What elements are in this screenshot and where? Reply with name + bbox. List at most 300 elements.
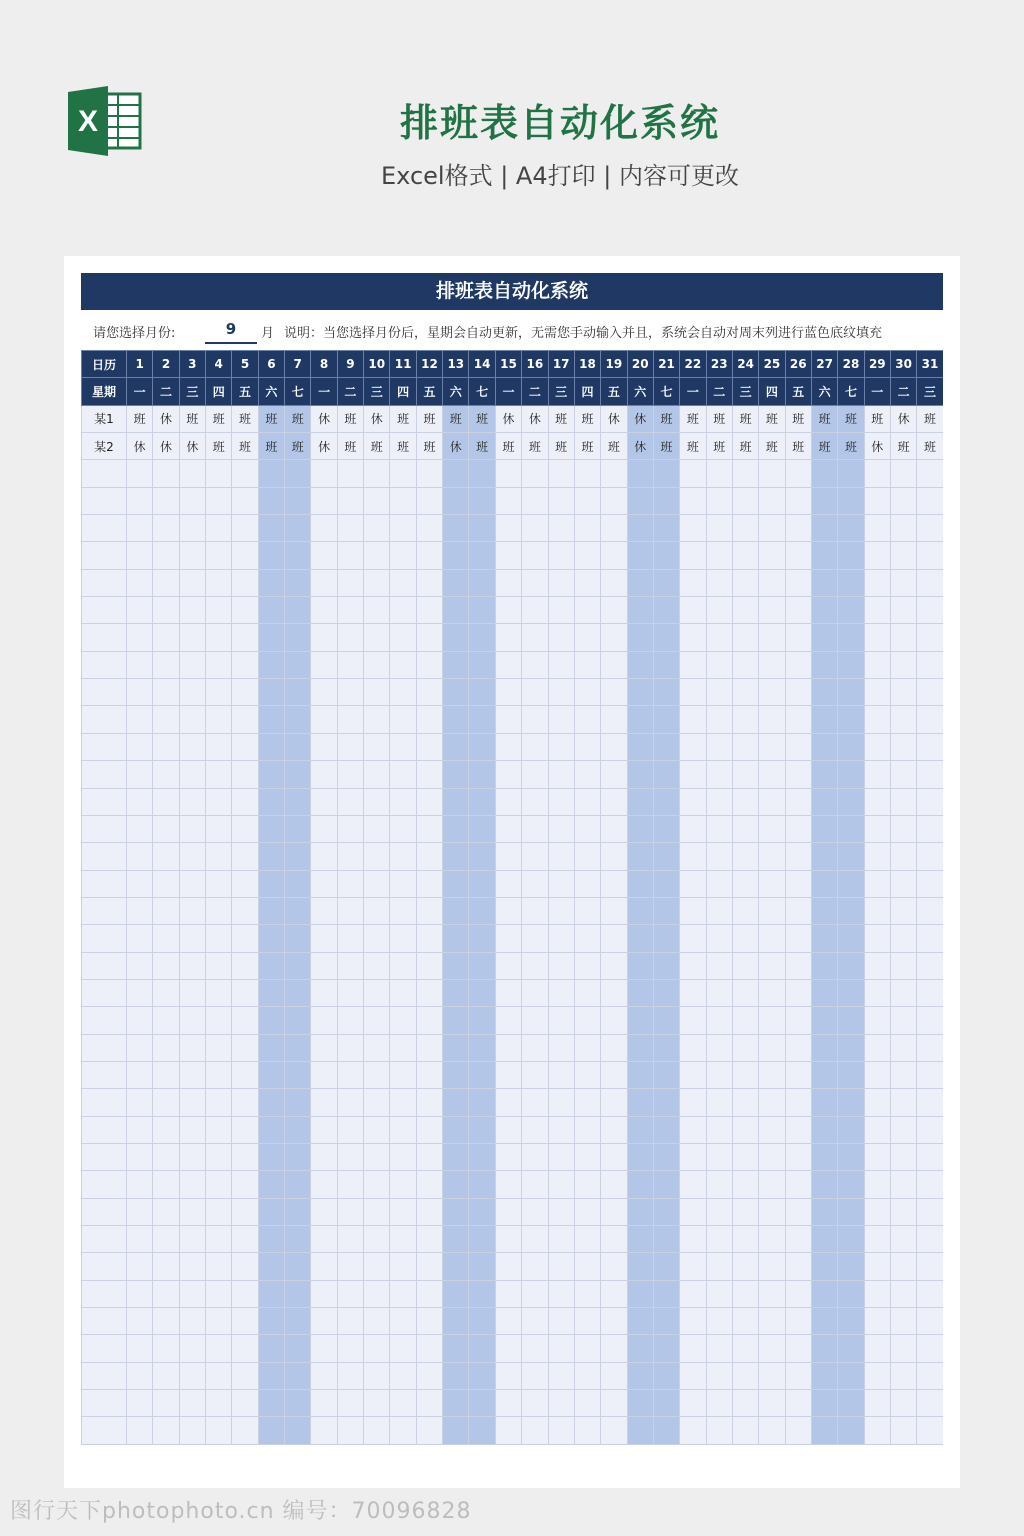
empty-shift-cell[interactable]	[390, 1089, 416, 1116]
empty-shift-cell[interactable]	[469, 487, 495, 514]
empty-name-cell[interactable]	[82, 706, 127, 733]
empty-shift-cell[interactable]	[811, 1362, 837, 1389]
empty-shift-cell[interactable]	[838, 1198, 864, 1225]
empty-shift-cell[interactable]	[443, 487, 469, 514]
empty-shift-cell[interactable]	[206, 1007, 232, 1034]
empty-shift-cell[interactable]	[232, 624, 258, 651]
empty-shift-cell[interactable]	[706, 515, 732, 542]
empty-shift-cell[interactable]	[574, 952, 600, 979]
empty-shift-cell[interactable]	[706, 1308, 732, 1335]
empty-shift-cell[interactable]	[890, 952, 916, 979]
empty-shift-cell[interactable]	[522, 624, 548, 651]
empty-shift-cell[interactable]	[785, 1226, 811, 1253]
empty-shift-cell[interactable]	[732, 1362, 758, 1389]
empty-shift-cell[interactable]	[759, 925, 785, 952]
empty-shift-cell[interactable]	[443, 1089, 469, 1116]
empty-shift-cell[interactable]	[838, 952, 864, 979]
empty-shift-cell[interactable]	[785, 1253, 811, 1280]
empty-shift-cell[interactable]	[574, 1335, 600, 1362]
empty-shift-cell[interactable]	[601, 897, 627, 924]
empty-shift-cell[interactable]	[179, 897, 205, 924]
empty-shift-cell[interactable]	[390, 1116, 416, 1143]
empty-shift-cell[interactable]	[548, 706, 574, 733]
empty-shift-cell[interactable]	[706, 706, 732, 733]
empty-shift-cell[interactable]	[311, 952, 337, 979]
empty-shift-cell[interactable]	[206, 597, 232, 624]
empty-shift-cell[interactable]	[680, 897, 706, 924]
empty-shift-cell[interactable]	[864, 1198, 890, 1225]
empty-shift-cell[interactable]	[627, 1390, 653, 1417]
empty-shift-cell[interactable]	[732, 1089, 758, 1116]
empty-shift-cell[interactable]	[311, 542, 337, 569]
shift-cell[interactable]: 班	[337, 405, 363, 432]
empty-shift-cell[interactable]	[706, 979, 732, 1006]
empty-shift-cell[interactable]	[364, 925, 390, 952]
empty-shift-cell[interactable]	[653, 1198, 679, 1225]
empty-shift-cell[interactable]	[759, 733, 785, 760]
empty-shift-cell[interactable]	[601, 515, 627, 542]
empty-shift-cell[interactable]	[127, 1116, 153, 1143]
empty-shift-cell[interactable]	[838, 515, 864, 542]
empty-shift-cell[interactable]	[574, 925, 600, 952]
empty-shift-cell[interactable]	[548, 1198, 574, 1225]
empty-shift-cell[interactable]	[364, 761, 390, 788]
empty-shift-cell[interactable]	[206, 679, 232, 706]
empty-shift-cell[interactable]	[890, 679, 916, 706]
empty-shift-cell[interactable]	[785, 1308, 811, 1335]
empty-shift-cell[interactable]	[548, 651, 574, 678]
empty-shift-cell[interactable]	[890, 624, 916, 651]
empty-name-cell[interactable]	[82, 1390, 127, 1417]
empty-shift-cell[interactable]	[785, 815, 811, 842]
empty-shift-cell[interactable]	[811, 1034, 837, 1061]
empty-shift-cell[interactable]	[258, 897, 284, 924]
empty-shift-cell[interactable]	[890, 487, 916, 514]
empty-shift-cell[interactable]	[179, 1116, 205, 1143]
empty-shift-cell[interactable]	[917, 515, 943, 542]
empty-shift-cell[interactable]	[890, 1335, 916, 1362]
empty-shift-cell[interactable]	[548, 542, 574, 569]
empty-shift-cell[interactable]	[680, 1198, 706, 1225]
empty-shift-cell[interactable]	[258, 870, 284, 897]
empty-shift-cell[interactable]	[759, 1171, 785, 1198]
empty-shift-cell[interactable]	[601, 979, 627, 1006]
empty-shift-cell[interactable]	[548, 979, 574, 1006]
empty-shift-cell[interactable]	[258, 515, 284, 542]
empty-shift-cell[interactable]	[680, 1308, 706, 1335]
empty-shift-cell[interactable]	[285, 733, 311, 760]
empty-shift-cell[interactable]	[785, 1116, 811, 1143]
empty-shift-cell[interactable]	[153, 761, 179, 788]
empty-shift-cell[interactable]	[179, 1253, 205, 1280]
empty-shift-cell[interactable]	[206, 1226, 232, 1253]
empty-shift-cell[interactable]	[680, 1089, 706, 1116]
empty-shift-cell[interactable]	[601, 1308, 627, 1335]
empty-shift-cell[interactable]	[522, 1171, 548, 1198]
empty-shift-cell[interactable]	[732, 1007, 758, 1034]
shift-cell[interactable]: 休	[311, 405, 337, 432]
empty-shift-cell[interactable]	[706, 897, 732, 924]
empty-shift-cell[interactable]	[416, 1198, 442, 1225]
empty-shift-cell[interactable]	[232, 1390, 258, 1417]
shift-cell[interactable]: 休	[153, 433, 179, 460]
empty-shift-cell[interactable]	[311, 706, 337, 733]
empty-shift-cell[interactable]	[206, 1198, 232, 1225]
empty-shift-cell[interactable]	[258, 1226, 284, 1253]
empty-shift-cell[interactable]	[838, 1226, 864, 1253]
empty-shift-cell[interactable]	[285, 1253, 311, 1280]
empty-shift-cell[interactable]	[153, 897, 179, 924]
empty-shift-cell[interactable]	[627, 815, 653, 842]
empty-shift-cell[interactable]	[627, 897, 653, 924]
empty-shift-cell[interactable]	[179, 1390, 205, 1417]
empty-shift-cell[interactable]	[627, 979, 653, 1006]
empty-shift-cell[interactable]	[206, 1116, 232, 1143]
shift-cell[interactable]: 班	[680, 433, 706, 460]
empty-shift-cell[interactable]	[206, 1308, 232, 1335]
empty-shift-cell[interactable]	[179, 679, 205, 706]
empty-shift-cell[interactable]	[522, 979, 548, 1006]
empty-shift-cell[interactable]	[759, 651, 785, 678]
empty-shift-cell[interactable]	[443, 1061, 469, 1088]
empty-shift-cell[interactable]	[153, 542, 179, 569]
empty-shift-cell[interactable]	[416, 815, 442, 842]
empty-shift-cell[interactable]	[258, 925, 284, 952]
empty-shift-cell[interactable]	[627, 1253, 653, 1280]
empty-shift-cell[interactable]	[153, 788, 179, 815]
shift-cell[interactable]: 休	[443, 433, 469, 460]
empty-shift-cell[interactable]	[653, 1226, 679, 1253]
empty-shift-cell[interactable]	[627, 1417, 653, 1444]
empty-shift-cell[interactable]	[890, 1034, 916, 1061]
empty-shift-cell[interactable]	[811, 515, 837, 542]
empty-shift-cell[interactable]	[311, 815, 337, 842]
empty-shift-cell[interactable]	[627, 1335, 653, 1362]
empty-shift-cell[interactable]	[179, 487, 205, 514]
empty-shift-cell[interactable]	[680, 1226, 706, 1253]
empty-shift-cell[interactable]	[311, 1335, 337, 1362]
empty-shift-cell[interactable]	[548, 870, 574, 897]
empty-shift-cell[interactable]	[653, 952, 679, 979]
empty-shift-cell[interactable]	[364, 1335, 390, 1362]
empty-shift-cell[interactable]	[258, 952, 284, 979]
empty-shift-cell[interactable]	[522, 515, 548, 542]
empty-shift-cell[interactable]	[285, 897, 311, 924]
empty-shift-cell[interactable]	[364, 515, 390, 542]
empty-shift-cell[interactable]	[917, 925, 943, 952]
empty-shift-cell[interactable]	[890, 1226, 916, 1253]
shift-cell[interactable]: 班	[206, 405, 232, 432]
empty-shift-cell[interactable]	[706, 1034, 732, 1061]
empty-shift-cell[interactable]	[680, 597, 706, 624]
empty-shift-cell[interactable]	[469, 1362, 495, 1389]
empty-shift-cell[interactable]	[364, 651, 390, 678]
empty-shift-cell[interactable]	[601, 1362, 627, 1389]
empty-shift-cell[interactable]	[127, 1198, 153, 1225]
empty-shift-cell[interactable]	[364, 788, 390, 815]
shift-cell[interactable]: 班	[759, 433, 785, 460]
empty-shift-cell[interactable]	[574, 1034, 600, 1061]
empty-name-cell[interactable]	[82, 460, 127, 487]
empty-shift-cell[interactable]	[337, 569, 363, 596]
empty-shift-cell[interactable]	[759, 1116, 785, 1143]
empty-shift-cell[interactable]	[680, 1061, 706, 1088]
empty-shift-cell[interactable]	[469, 1061, 495, 1088]
empty-shift-cell[interactable]	[311, 1061, 337, 1088]
empty-name-cell[interactable]	[82, 515, 127, 542]
empty-shift-cell[interactable]	[548, 1308, 574, 1335]
empty-shift-cell[interactable]	[732, 788, 758, 815]
empty-shift-cell[interactable]	[258, 1061, 284, 1088]
empty-shift-cell[interactable]	[574, 733, 600, 760]
empty-shift-cell[interactable]	[864, 1034, 890, 1061]
empty-shift-cell[interactable]	[469, 761, 495, 788]
empty-shift-cell[interactable]	[732, 597, 758, 624]
empty-shift-cell[interactable]	[522, 1143, 548, 1170]
empty-shift-cell[interactable]	[495, 1089, 521, 1116]
empty-shift-cell[interactable]	[653, 1417, 679, 1444]
empty-shift-cell[interactable]	[127, 542, 153, 569]
empty-shift-cell[interactable]	[653, 1335, 679, 1362]
empty-shift-cell[interactable]	[232, 515, 258, 542]
empty-shift-cell[interactable]	[917, 788, 943, 815]
empty-shift-cell[interactable]	[390, 815, 416, 842]
empty-shift-cell[interactable]	[732, 706, 758, 733]
empty-shift-cell[interactable]	[706, 1198, 732, 1225]
empty-shift-cell[interactable]	[416, 870, 442, 897]
shift-cell[interactable]: 班	[732, 405, 758, 432]
empty-shift-cell[interactable]	[311, 925, 337, 952]
empty-shift-cell[interactable]	[732, 1280, 758, 1307]
empty-shift-cell[interactable]	[732, 624, 758, 651]
empty-shift-cell[interactable]	[627, 788, 653, 815]
empty-shift-cell[interactable]	[785, 487, 811, 514]
empty-shift-cell[interactable]	[785, 979, 811, 1006]
empty-shift-cell[interactable]	[522, 1007, 548, 1034]
empty-shift-cell[interactable]	[732, 542, 758, 569]
shift-cell[interactable]: 班	[416, 405, 442, 432]
empty-shift-cell[interactable]	[548, 1362, 574, 1389]
empty-shift-cell[interactable]	[838, 1143, 864, 1170]
empty-name-cell[interactable]	[82, 542, 127, 569]
empty-shift-cell[interactable]	[838, 569, 864, 596]
empty-shift-cell[interactable]	[706, 815, 732, 842]
empty-shift-cell[interactable]	[285, 1143, 311, 1170]
empty-shift-cell[interactable]	[574, 870, 600, 897]
empty-shift-cell[interactable]	[443, 788, 469, 815]
empty-shift-cell[interactable]	[364, 1253, 390, 1280]
empty-shift-cell[interactable]	[390, 788, 416, 815]
empty-shift-cell[interactable]	[759, 1362, 785, 1389]
empty-shift-cell[interactable]	[917, 597, 943, 624]
empty-shift-cell[interactable]	[364, 843, 390, 870]
empty-shift-cell[interactable]	[548, 1226, 574, 1253]
empty-shift-cell[interactable]	[838, 1007, 864, 1034]
empty-shift-cell[interactable]	[732, 952, 758, 979]
empty-shift-cell[interactable]	[890, 733, 916, 760]
empty-shift-cell[interactable]	[443, 897, 469, 924]
empty-shift-cell[interactable]	[311, 1308, 337, 1335]
empty-shift-cell[interactable]	[495, 679, 521, 706]
empty-shift-cell[interactable]	[443, 1007, 469, 1034]
empty-shift-cell[interactable]	[680, 460, 706, 487]
empty-shift-cell[interactable]	[416, 979, 442, 1006]
empty-shift-cell[interactable]	[838, 679, 864, 706]
empty-shift-cell[interactable]	[653, 1061, 679, 1088]
empty-shift-cell[interactable]	[469, 1143, 495, 1170]
empty-shift-cell[interactable]	[390, 952, 416, 979]
empty-shift-cell[interactable]	[706, 1335, 732, 1362]
empty-shift-cell[interactable]	[732, 679, 758, 706]
empty-shift-cell[interactable]	[548, 952, 574, 979]
empty-shift-cell[interactable]	[258, 487, 284, 514]
empty-shift-cell[interactable]	[522, 843, 548, 870]
shift-cell[interactable]: 休	[890, 405, 916, 432]
empty-shift-cell[interactable]	[311, 460, 337, 487]
empty-shift-cell[interactable]	[627, 1116, 653, 1143]
empty-shift-cell[interactable]	[258, 733, 284, 760]
empty-shift-cell[interactable]	[680, 733, 706, 760]
empty-shift-cell[interactable]	[364, 1061, 390, 1088]
empty-shift-cell[interactable]	[917, 1034, 943, 1061]
empty-shift-cell[interactable]	[653, 651, 679, 678]
empty-shift-cell[interactable]	[522, 1390, 548, 1417]
empty-shift-cell[interactable]	[653, 624, 679, 651]
empty-shift-cell[interactable]	[732, 815, 758, 842]
empty-shift-cell[interactable]	[495, 761, 521, 788]
empty-shift-cell[interactable]	[206, 1034, 232, 1061]
empty-shift-cell[interactable]	[838, 979, 864, 1006]
empty-shift-cell[interactable]	[337, 733, 363, 760]
empty-shift-cell[interactable]	[706, 569, 732, 596]
empty-shift-cell[interactable]	[206, 1089, 232, 1116]
empty-shift-cell[interactable]	[838, 815, 864, 842]
empty-shift-cell[interactable]	[706, 843, 732, 870]
empty-shift-cell[interactable]	[548, 1253, 574, 1280]
empty-shift-cell[interactable]	[680, 1390, 706, 1417]
empty-shift-cell[interactable]	[732, 843, 758, 870]
shift-cell[interactable]: 班	[443, 405, 469, 432]
empty-shift-cell[interactable]	[890, 979, 916, 1006]
empty-name-cell[interactable]	[82, 1417, 127, 1444]
empty-shift-cell[interactable]	[838, 542, 864, 569]
empty-shift-cell[interactable]	[706, 870, 732, 897]
empty-shift-cell[interactable]	[601, 679, 627, 706]
empty-shift-cell[interactable]	[548, 679, 574, 706]
empty-shift-cell[interactable]	[601, 952, 627, 979]
empty-shift-cell[interactable]	[443, 542, 469, 569]
empty-shift-cell[interactable]	[627, 1362, 653, 1389]
empty-shift-cell[interactable]	[680, 651, 706, 678]
empty-shift-cell[interactable]	[522, 651, 548, 678]
empty-shift-cell[interactable]	[601, 815, 627, 842]
empty-shift-cell[interactable]	[337, 843, 363, 870]
empty-shift-cell[interactable]	[522, 815, 548, 842]
empty-shift-cell[interactable]	[653, 1308, 679, 1335]
empty-shift-cell[interactable]	[127, 706, 153, 733]
shift-cell[interactable]: 休	[601, 405, 627, 432]
empty-shift-cell[interactable]	[206, 733, 232, 760]
empty-shift-cell[interactable]	[127, 1089, 153, 1116]
empty-shift-cell[interactable]	[416, 1280, 442, 1307]
empty-shift-cell[interactable]	[416, 1253, 442, 1280]
empty-shift-cell[interactable]	[627, 706, 653, 733]
empty-shift-cell[interactable]	[469, 1171, 495, 1198]
empty-name-cell[interactable]	[82, 679, 127, 706]
empty-shift-cell[interactable]	[364, 1007, 390, 1034]
empty-shift-cell[interactable]	[127, 1280, 153, 1307]
empty-shift-cell[interactable]	[469, 1253, 495, 1280]
empty-shift-cell[interactable]	[285, 1171, 311, 1198]
shift-cell[interactable]: 班	[548, 405, 574, 432]
empty-shift-cell[interactable]	[416, 1362, 442, 1389]
empty-shift-cell[interactable]	[759, 597, 785, 624]
empty-name-cell[interactable]	[82, 733, 127, 760]
empty-shift-cell[interactable]	[917, 815, 943, 842]
empty-shift-cell[interactable]	[838, 624, 864, 651]
empty-shift-cell[interactable]	[364, 1171, 390, 1198]
empty-shift-cell[interactable]	[153, 1171, 179, 1198]
empty-shift-cell[interactable]	[653, 979, 679, 1006]
empty-shift-cell[interactable]	[759, 1226, 785, 1253]
empty-shift-cell[interactable]	[495, 1171, 521, 1198]
empty-shift-cell[interactable]	[127, 1226, 153, 1253]
empty-shift-cell[interactable]	[337, 651, 363, 678]
empty-shift-cell[interactable]	[390, 1280, 416, 1307]
empty-shift-cell[interactable]	[495, 1362, 521, 1389]
empty-shift-cell[interactable]	[285, 1226, 311, 1253]
empty-shift-cell[interactable]	[364, 542, 390, 569]
empty-shift-cell[interactable]	[680, 679, 706, 706]
empty-shift-cell[interactable]	[364, 460, 390, 487]
empty-shift-cell[interactable]	[574, 1253, 600, 1280]
empty-shift-cell[interactable]	[364, 897, 390, 924]
empty-shift-cell[interactable]	[258, 706, 284, 733]
empty-shift-cell[interactable]	[732, 569, 758, 596]
empty-shift-cell[interactable]	[232, 542, 258, 569]
empty-shift-cell[interactable]	[653, 788, 679, 815]
empty-shift-cell[interactable]	[627, 597, 653, 624]
empty-shift-cell[interactable]	[364, 569, 390, 596]
empty-shift-cell[interactable]	[838, 843, 864, 870]
empty-shift-cell[interactable]	[864, 925, 890, 952]
empty-shift-cell[interactable]	[364, 733, 390, 760]
empty-shift-cell[interactable]	[890, 1362, 916, 1389]
empty-shift-cell[interactable]	[759, 1089, 785, 1116]
empty-shift-cell[interactable]	[179, 870, 205, 897]
empty-shift-cell[interactable]	[706, 952, 732, 979]
empty-shift-cell[interactable]	[522, 1335, 548, 1362]
empty-shift-cell[interactable]	[706, 679, 732, 706]
empty-shift-cell[interactable]	[522, 597, 548, 624]
empty-shift-cell[interactable]	[153, 706, 179, 733]
empty-shift-cell[interactable]	[680, 515, 706, 542]
empty-shift-cell[interactable]	[127, 952, 153, 979]
empty-shift-cell[interactable]	[258, 1034, 284, 1061]
empty-shift-cell[interactable]	[706, 460, 732, 487]
empty-shift-cell[interactable]	[627, 1171, 653, 1198]
empty-shift-cell[interactable]	[838, 1253, 864, 1280]
empty-shift-cell[interactable]	[258, 843, 284, 870]
empty-shift-cell[interactable]	[153, 1007, 179, 1034]
empty-shift-cell[interactable]	[416, 1007, 442, 1034]
empty-shift-cell[interactable]	[917, 487, 943, 514]
empty-shift-cell[interactable]	[390, 1253, 416, 1280]
empty-shift-cell[interactable]	[864, 706, 890, 733]
shift-cell[interactable]: 班	[258, 405, 284, 432]
empty-shift-cell[interactable]	[522, 1280, 548, 1307]
empty-shift-cell[interactable]	[127, 1390, 153, 1417]
